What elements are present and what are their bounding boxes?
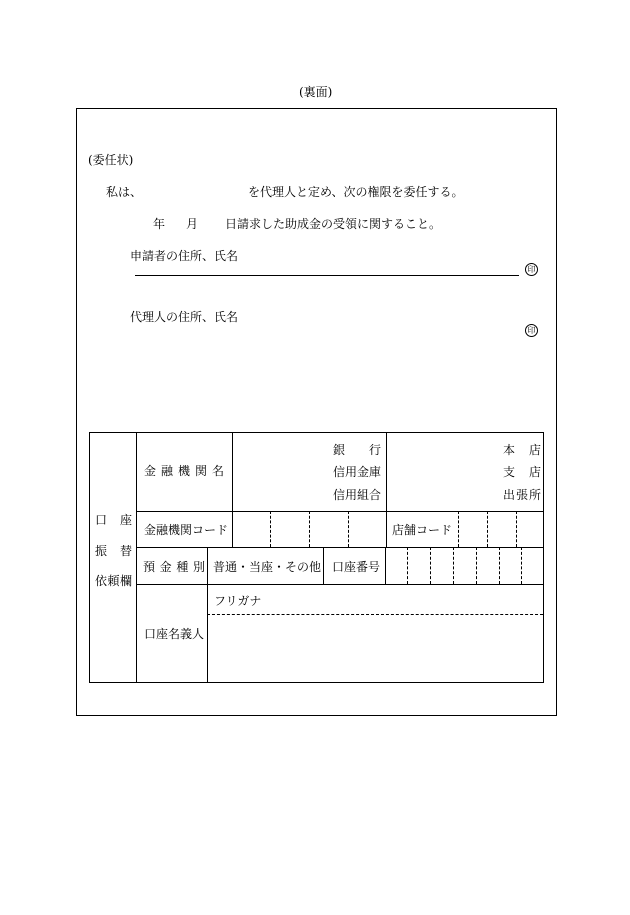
side-label: (裏面) xyxy=(299,85,333,99)
bank-type-option: 銀 行 xyxy=(333,443,381,457)
table-grid-line xyxy=(232,433,233,547)
account-number-label: 口座番号 xyxy=(332,560,381,574)
section-label-line: 振 替 xyxy=(95,544,132,558)
table-grid-line xyxy=(385,547,386,584)
applicant-label: 申請者の住所、氏名 xyxy=(130,249,239,263)
branch-type-option: 支 店 xyxy=(503,465,541,479)
account-number-digit-divider xyxy=(407,547,408,584)
deposit-type-options: 普通・当座・その他 xyxy=(213,560,322,574)
table-grid-line xyxy=(136,584,543,585)
section-label-line: 依頼欄 xyxy=(95,574,132,588)
bank-name-label: 金 融 機 関 名 xyxy=(144,464,224,478)
table-grid-line xyxy=(386,433,387,547)
bank-code-digit-divider xyxy=(309,511,310,547)
account-transfer-table xyxy=(89,432,544,683)
bank-code-label: 金融機関コード xyxy=(144,523,229,537)
table-grid-line xyxy=(323,547,324,584)
account-number-digit-divider xyxy=(453,547,454,584)
account-number-digit-divider xyxy=(499,547,500,584)
applicant-signature-line xyxy=(135,275,519,276)
table-grid-line xyxy=(136,511,543,512)
branch-type-option: 本 店 xyxy=(503,443,541,457)
account-number-digit-divider xyxy=(430,547,431,584)
agent-label: 代理人の住所、氏名 xyxy=(130,310,239,324)
delegation-line1-suffix: を代理人と定め、次の権限を委任する。 xyxy=(248,185,464,199)
furigana-divider xyxy=(207,614,543,615)
branch-code-digit-divider xyxy=(487,511,488,547)
branch-code-digit-divider xyxy=(458,511,459,547)
branch-code-digit-divider xyxy=(516,511,517,547)
furigana-label: フリガナ xyxy=(214,594,262,608)
applicant-seal-mark: 印 xyxy=(525,263,538,276)
bank-type-option: 信用組合 xyxy=(333,488,382,502)
agent-seal-mark: 印 xyxy=(525,324,538,337)
account-number-digit-divider xyxy=(476,547,477,584)
bank-type-option: 信用金庫 xyxy=(333,465,382,479)
delegation-year: 年 xyxy=(153,217,166,231)
branch-code-label: 店舗コード xyxy=(392,523,453,537)
delegation-line2-suffix: 日請求した助成金の受領に関すること。 xyxy=(225,217,442,231)
bank-code-digit-divider xyxy=(270,511,271,547)
branch-type-option: 出張所 xyxy=(503,488,541,502)
table-grid-line xyxy=(136,547,543,548)
section-label-line: 口 座 xyxy=(95,513,132,527)
table-grid-line xyxy=(136,433,137,682)
bank-code-digit-divider xyxy=(348,511,349,547)
deposit-type-label: 預 金 種 別 xyxy=(143,560,205,574)
account-number-digit-divider xyxy=(521,547,522,584)
account-holder-label: 口座名義人 xyxy=(144,627,205,641)
delegation-title: (委任状) xyxy=(88,153,134,167)
delegation-line1-prefix: 私は、 xyxy=(106,185,143,199)
delegation-month: 月 xyxy=(186,217,199,231)
